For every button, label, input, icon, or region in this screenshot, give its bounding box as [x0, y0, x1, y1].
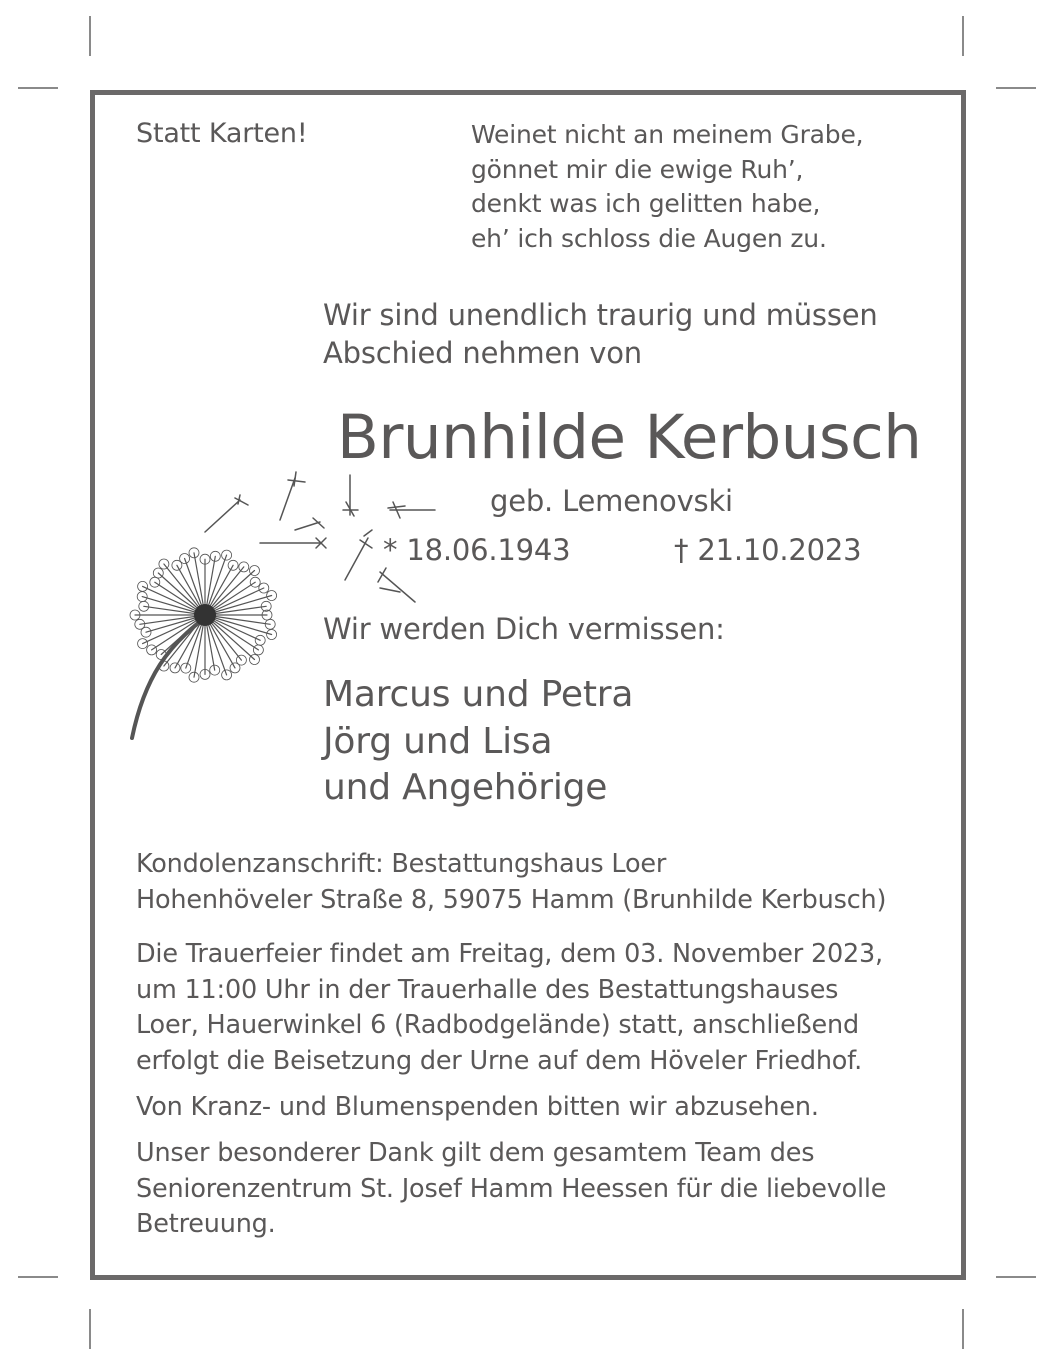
crop-mark — [962, 1309, 964, 1349]
intro-line: Abschied nehmen von — [323, 336, 642, 370]
flowers-note: Von Kranz- und Blumenspenden bitten wir abzusehen. — [136, 1092, 819, 1122]
ceremony-info — [136, 937, 883, 1079]
maiden-name: geb. Lemenovski — [490, 484, 733, 518]
thanks-line: Unser besonderer Dank gilt dem gesamtem Team des — [136, 1138, 815, 1168]
poem-line: denkt was ich gelitten habe, — [471, 189, 821, 218]
crop-mark — [996, 87, 1036, 89]
family-member: Marcus und Petra — [323, 674, 634, 715]
thanks-line: Seniorenzentrum St. Josef Hamm Heessen für die liebevolle — [136, 1173, 887, 1204]
condolence-address — [136, 847, 886, 918]
crop-mark — [89, 16, 91, 56]
family-member: Jörg und Lisa — [323, 720, 553, 762]
ceremony-line: um 11:00 Uhr in der Trauerhalle des Bestattungshauses — [136, 974, 839, 1005]
death-date: † 21.10.2023 — [674, 533, 862, 567]
crop-mark — [996, 1276, 1036, 1278]
thanks-line: Betreuung. — [136, 1209, 276, 1239]
ceremony-line: erfolgt die Beisetzung der Urne auf dem Höveler Friedhof. — [136, 1045, 863, 1076]
intro-line: Wir sind unendlich traurig und müssen — [323, 298, 878, 332]
miss-line: Wir werden Dich vermissen: — [323, 612, 725, 646]
deceased-name: Brunhilde Kerbusch — [337, 402, 922, 473]
birth-date: * 18.06.1943 — [383, 533, 571, 567]
crop-mark — [18, 87, 58, 89]
intro-text — [323, 296, 878, 372]
condolence-line: Hohenhöveler Straße 8, 59075 Hamm (Brunhilde Kerbusch) — [136, 884, 887, 915]
poem-line: gönnet mir die ewige Ruh’, — [471, 154, 804, 184]
crop-mark — [18, 1276, 58, 1278]
thanks-text — [136, 1136, 886, 1243]
poem-line: eh’ ich schloss die Augen zu. — [471, 223, 827, 253]
ceremony-line: Loer, Hauerwinkel 6 (Radbodgelände) statt, anschließend — [136, 1010, 859, 1040]
condolence-line: Kondolenzanschrift: Bestattungshaus Loer — [136, 849, 667, 879]
statt-karten-label: Statt Karten! — [136, 118, 308, 149]
crop-mark — [89, 1309, 91, 1349]
family-member: und Angehörige — [323, 767, 608, 808]
family-list — [323, 672, 633, 812]
ceremony-line: Die Trauerfeier findet am Freitag, dem 03. November 2023, — [136, 939, 883, 969]
crop-mark — [962, 16, 964, 56]
poem-line: Weinet nicht an meinem Grabe, — [471, 120, 864, 149]
poem — [471, 118, 863, 256]
